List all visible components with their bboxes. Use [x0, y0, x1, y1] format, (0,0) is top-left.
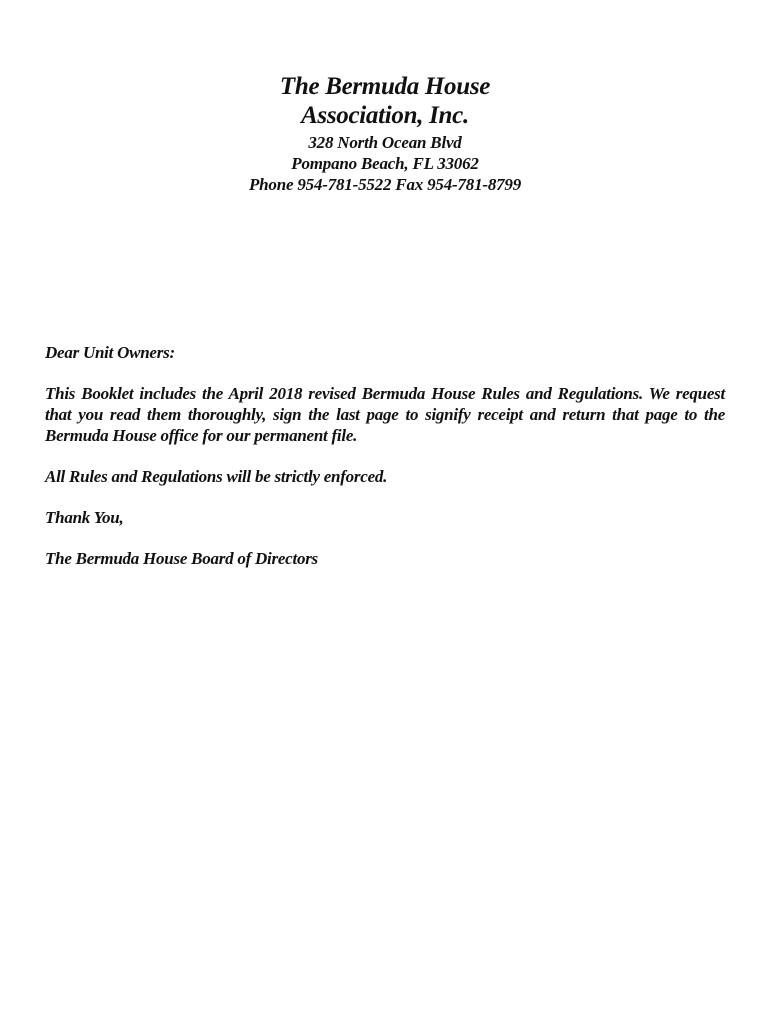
city-state-zip: Pompano Beach, FL 33062	[291, 154, 479, 173]
organization-name-line-2: Association, Inc.	[301, 102, 469, 129]
phone-fax: Phone 954-781-5522 Fax 954-781-8799	[248, 175, 522, 194]
paragraph-booklet-intro: This Booklet includes the April 2018 revised Bermuda House Rules and Regulations. We request that you read them thoroughly, sign the last page to signify receipt and return that page to the Bermuda House office for our permanent file.	[45, 384, 725, 445]
letterhead	[0, 72, 770, 195]
paragraph-enforcement: All Rules and Regulations will be strictly enforced.	[45, 467, 388, 486]
salutation: Dear Unit Owners:	[45, 343, 175, 362]
letter-body	[45, 342, 725, 589]
signature: The Bermuda House Board of Directors	[45, 549, 318, 568]
street-address: 328 North Ocean Blvd	[308, 133, 462, 152]
organization-name-line-1: The Bermuda House	[279, 73, 491, 100]
closing: Thank You,	[45, 508, 124, 527]
